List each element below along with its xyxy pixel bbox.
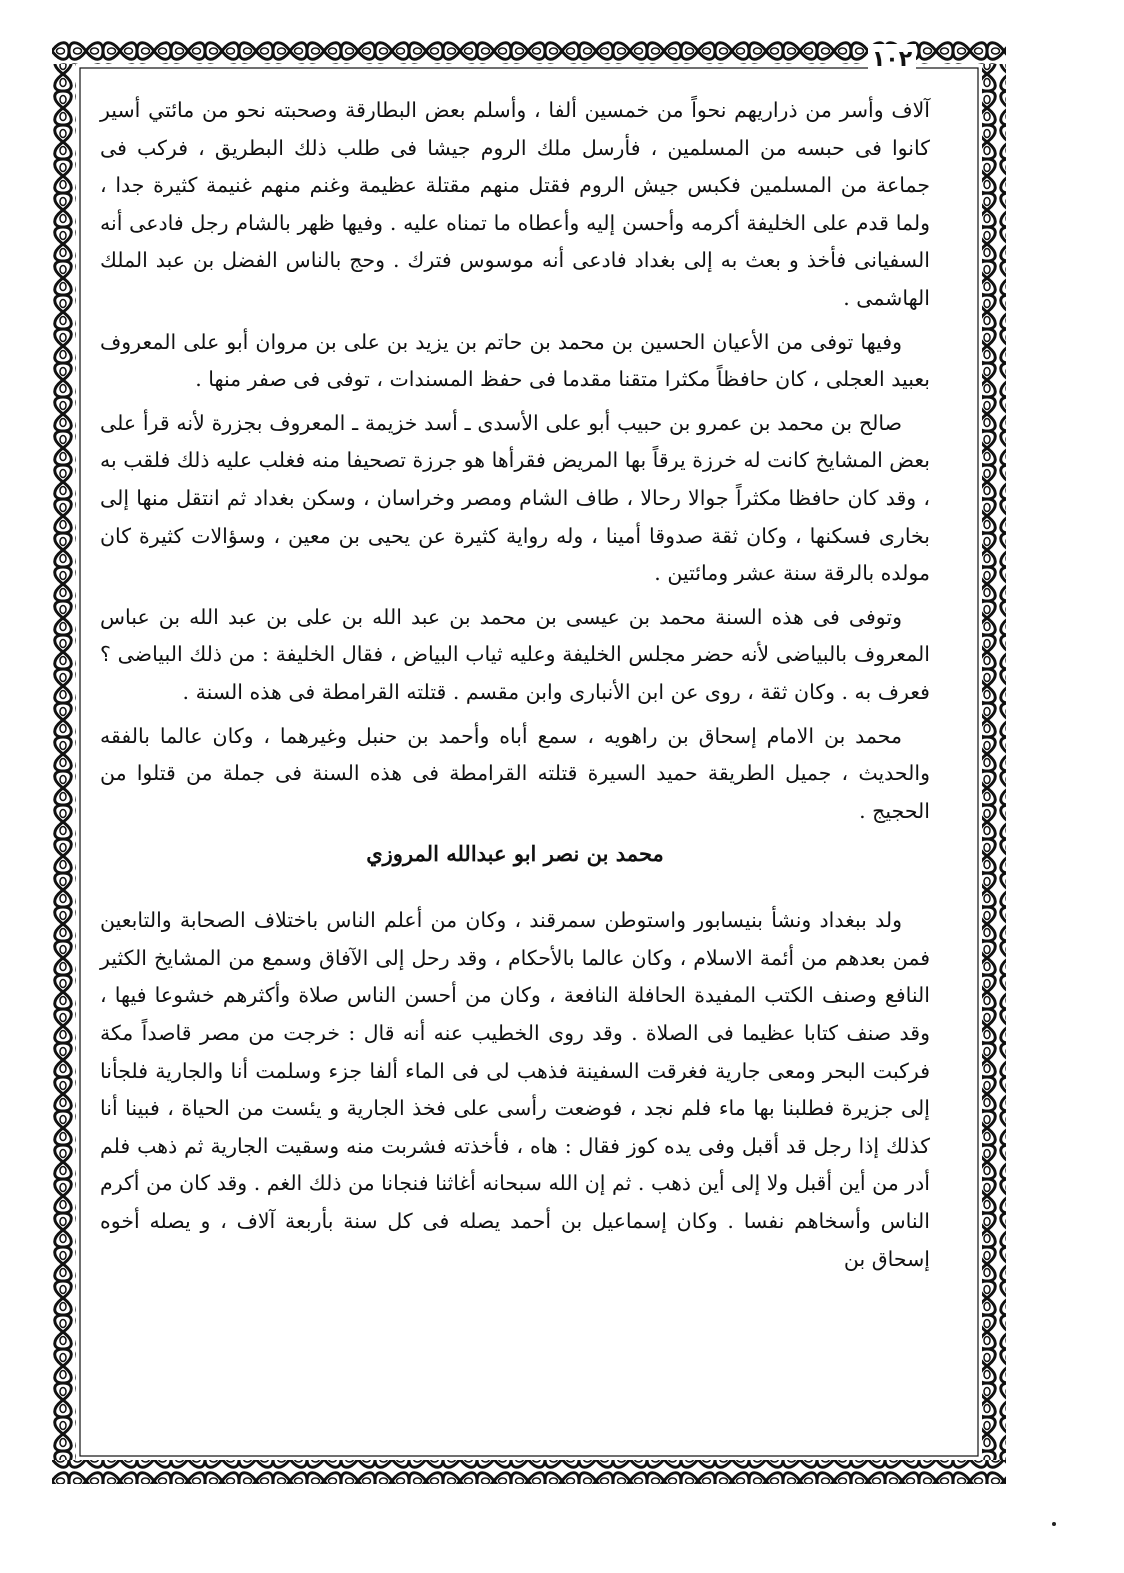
paragraph-5: محمد بن الامام إسحاق بن راهويه ، سمع أباه وأحمد بن حنبل وغيرهما ، وكان عالما بالفقه والحديث ، جميل الطريقة حميد السيرة قتلته القرامطة فى هذه السنة فى جملة من قتلوا من الحجيج . bbox=[100, 723, 930, 823]
page-body bbox=[100, 92, 930, 1412]
paragraph-4: وتوفى فى هذه السنة محمد بن عيسى بن محمد بن عبد الله بن على بن عبد الله بن عباس المعروف بالبياضى لأنه حضر مجلس الخليفة وعليه ثياب البياض ، فقال الخليفة : من ذلك البياضى ؟ فعرف به . وكان ثقة ، روى عن ابن الأنبارى وابن مقسم . قتلته القرامطة فى هذه السنة . bbox=[100, 604, 930, 704]
paragraph-2: وفيها توفى من الأعيان الحسين بن محمد بن حاتم بن يزيد بن على بن مروان أبو على المعروف بعبيد العجلى ، كان حافظاً مكثرا متقنا مقدما فى حفظ المسندات ، توفى فى صفر منها . bbox=[100, 329, 930, 392]
section-heading: محمد بن نصر ابو عبدالله المروزي bbox=[366, 841, 664, 867]
page-number: ١٠٢ bbox=[868, 44, 916, 76]
stray-dot bbox=[1052, 1522, 1056, 1526]
paragraph-6: ولد ببغداد ونشأ بنيسابور واستوطن سمرقند ، وكان من أعلم الناس باختلاف الصحابة والتابعين فمن بعدهم من أئمة الاسلام ، وكان عالما بالأحكام ، وقد رحل إلى الآفاق وسمع من المشايخ الكثير النافع وصنف الكتب المفيدة الحافلة النافعة ، وكان من أحسن الناس صلاة وأكثرهم خشوعا فيها ، وقد صنف كتابا عظيما فى الصلاة . وقد روى الخطيب عنه أنه قال : خرجت من مصر قاصداً مكة فركبت البحر ومعى جارية فغرقت السفينة فذهب لى فى الماء ألفا جزء وسلمت أنا والجارية فلجأنا إلى جزيرة فطلبنا بها ماء فلم نجد ، فوضعت رأسى على فخذ الجارية و يئست من الحياة ، فبينا أنا كذلك إذا رجل قد أقبل وفى يده كوز فقال : هاه ، فأخذته فشربت منه وسقيت الجارية ثم ذهب فلم أدر من أين أقبل ولا إلى أين ذهب . ثم إن الله سبحانه أغاثنا فنجانا من ذلك الغم . وقد كان من أكرم الناس وأسخاهم نفسا . وكان إسماعيل بن أحمد يصله فى كل سنة بأربعة آلاف ، و يصله أخوه إسحاق بن bbox=[100, 908, 930, 1271]
paragraph-1: آلاف وأسر من ذراريهم نحواً من خمسين ألفا ، وأسلم بعض البطارقة وصحبته نحو من مائتي أسير كانوا فى حبسه من المسلمين ، فأرسل ملك الروم جيشا فى طلب ذلك البطريق ، فركب فى جماعة من المسلمين فكبس جيش الروم فقتل منهم مقتلة عظيمة وغنم منهم غنيمة كثيرة جدا ، ولما قدم على الخليفة أكرمه وأحسن إليه وأعطاه ما تمناه عليه . وفيها ظهر بالشام رجل فادعى أنه السفيانى فأخذ و بعث به إلى بغداد فادعى أنه موسوس فترك . وحج بالناس الفضل بن عبد الملك الهاشمى . bbox=[100, 98, 930, 310]
paragraph-3: صالح بن محمد بن عمرو بن حبيب أبو على الأسدى ـ أسد خزيمة ـ المعروف بجزرة لأنه قرأ على بعض المشايخ كانت له خرزة يرقاً بها المريض فقرأها هو جرزة تصحيفا منه فغلب عليه ذلك فلقب به ، وقد كان حافظا مكثراً جوالا رحالا ، طاف الشام ومصر وخراسان ، وسكن بغداد ثم انتقل منها إلى بخارى فسكنها ، وكان ثقة صدوقا أمينا ، وله رواية كثيرة عن يحيى بن معين ، وسؤالات كثيرة كان مولده بالرقة سنة عشر ومائتين . bbox=[99, 410, 930, 586]
